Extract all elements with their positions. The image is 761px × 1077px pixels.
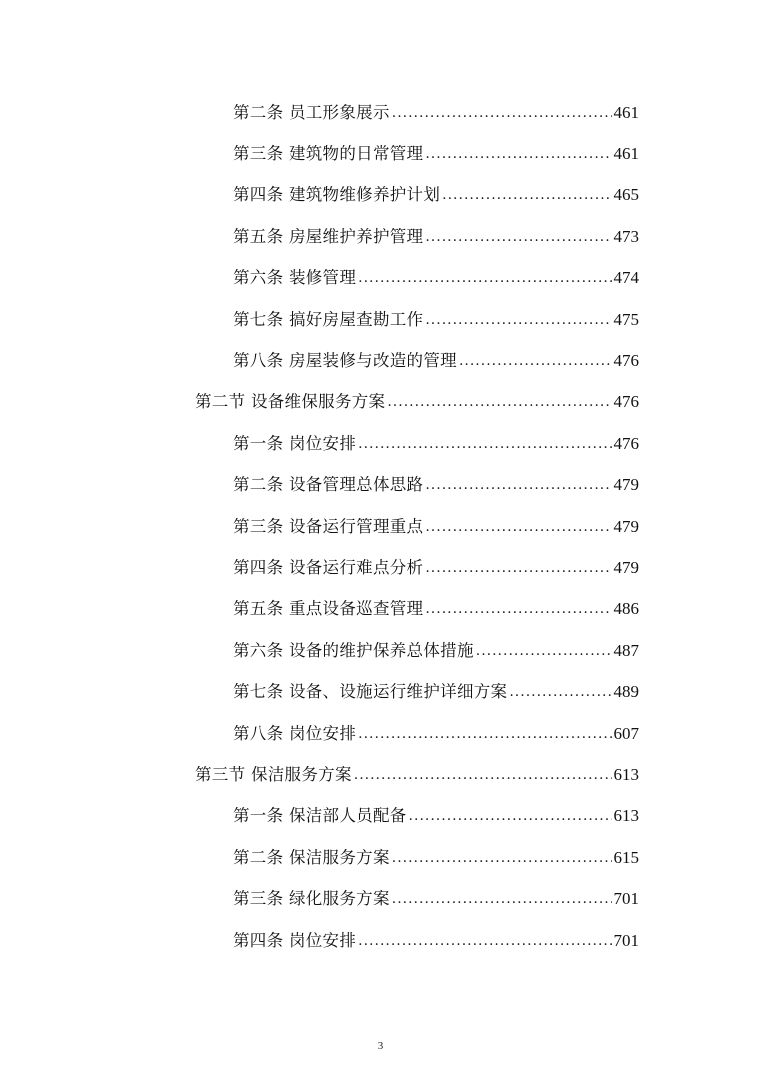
toc-article-entry[interactable]	[0, 628, 761, 669]
toc-entry-page-number: 461	[613, 144, 639, 164]
toc-dot-leader	[425, 477, 611, 493]
toc-entry-line	[233, 264, 639, 288]
toc-entry-page-number: 476	[613, 433, 639, 453]
toc-entry-page-number: 607	[613, 723, 639, 743]
toc-entry-page-number: 487	[613, 640, 639, 660]
toc-article-entry[interactable]	[0, 669, 761, 710]
toc-article-entry[interactable]	[0, 173, 761, 214]
toc-entry-title: 第二条 设备管理总体思路	[233, 475, 424, 495]
page-number: 3	[377, 1040, 384, 1052]
toc-article-entry[interactable]	[0, 794, 761, 835]
toc-entry-title: 第五条 重点设备巡查管理	[233, 599, 424, 619]
toc-article-entry[interactable]	[0, 421, 761, 462]
toc-dot-leader	[459, 353, 612, 369]
toc-dot-leader	[392, 105, 612, 121]
toc-dot-leader	[358, 726, 611, 742]
toc-entry-page-number: 465	[613, 185, 639, 205]
toc-dot-leader	[358, 436, 611, 452]
toc-article-entry[interactable]	[0, 504, 761, 545]
toc-article-entry[interactable]	[0, 918, 761, 959]
toc-entry-line	[233, 181, 639, 205]
toc-article-entry[interactable]	[0, 90, 761, 131]
toc-entry-line	[233, 430, 639, 454]
toc-dot-leader	[392, 891, 612, 907]
toc-entry-page-number: 613	[613, 764, 639, 784]
toc-entry-title: 第八条 岗位安排	[233, 723, 357, 743]
toc-article-entry[interactable]	[0, 297, 761, 338]
toc-dot-leader	[425, 229, 611, 245]
toc-entry-line	[233, 223, 639, 247]
toc-entry-page-number: 701	[613, 930, 639, 950]
toc-article-entry[interactable]	[0, 338, 761, 379]
toc-entry-line	[233, 720, 639, 744]
toc-article-entry[interactable]	[0, 256, 761, 297]
toc-entry-page-number: 479	[613, 516, 639, 536]
toc-entry-line	[233, 802, 639, 826]
toc-entry-line	[233, 513, 639, 537]
toc-entry-page-number: 475	[613, 309, 639, 329]
toc-entry-title: 第四条 设备运行难点分析	[233, 557, 424, 577]
toc-entry-title: 第七条 搞好房屋查勘工作	[233, 309, 424, 329]
toc-entry-title: 第三条 绿化服务方案	[233, 889, 390, 909]
table-of-contents	[0, 90, 761, 959]
toc-dot-leader	[358, 270, 611, 286]
toc-entry-page-number: 473	[613, 226, 639, 246]
toc-entry-line	[233, 637, 639, 661]
toc-entry-title: 第八条 房屋装修与改造的管理	[233, 351, 457, 371]
toc-entry-title: 第一条 岗位安排	[233, 433, 357, 453]
toc-entry-title: 第一条 保洁部人员配备	[233, 806, 407, 826]
toc-entry-line	[233, 678, 639, 702]
toc-entry-line	[233, 844, 639, 868]
toc-dot-leader	[425, 519, 611, 535]
toc-dot-leader	[442, 187, 611, 203]
toc-entry-line	[233, 306, 639, 330]
toc-dot-leader	[409, 808, 612, 824]
toc-entry-page-number: 479	[613, 475, 639, 495]
toc-dot-leader	[425, 312, 611, 328]
toc-entry-line	[233, 595, 639, 619]
toc-dot-leader	[358, 933, 611, 949]
toc-entry-page-number: 701	[613, 889, 639, 909]
toc-dot-leader	[392, 850, 612, 866]
toc-entry-title: 第三节 保洁服务方案	[195, 764, 352, 784]
toc-entry-line	[233, 554, 639, 578]
toc-entry-line	[195, 388, 639, 412]
toc-entry-line	[233, 99, 639, 123]
toc-article-entry[interactable]	[0, 545, 761, 586]
toc-entry-line	[233, 140, 639, 164]
toc-entry-line	[195, 761, 639, 785]
toc-entry-page-number: 479	[613, 557, 639, 577]
toc-article-entry[interactable]	[0, 876, 761, 917]
toc-article-entry[interactable]	[0, 711, 761, 752]
toc-entry-title: 第五条 房屋维护养护管理	[233, 226, 424, 246]
toc-dot-leader	[425, 601, 611, 617]
toc-dot-leader	[476, 643, 612, 659]
toc-entry-line	[233, 347, 639, 371]
toc-article-entry[interactable]	[0, 463, 761, 504]
toc-article-entry[interactable]	[0, 587, 761, 628]
toc-entry-title: 第二条 员工形象展示	[233, 102, 390, 122]
toc-entry-title: 第六条 装修管理	[233, 268, 357, 288]
toc-entry-line	[233, 927, 639, 951]
toc-dot-leader	[387, 394, 611, 410]
toc-entry-page-number: 474	[613, 268, 639, 288]
toc-entry-page-number: 461	[613, 102, 639, 122]
toc-entry-page-number: 476	[613, 392, 639, 412]
toc-entry-page-number: 489	[613, 682, 639, 702]
toc-entry-title: 第二节 设备维保服务方案	[195, 392, 386, 412]
toc-article-entry[interactable]	[0, 214, 761, 255]
toc-entry-page-number: 486	[613, 599, 639, 619]
toc-section-entry[interactable]	[0, 752, 761, 793]
toc-entry-title: 第四条 岗位安排	[233, 930, 357, 950]
toc-entry-title: 第三条 设备运行管理重点	[233, 516, 424, 536]
toc-article-entry[interactable]	[0, 131, 761, 172]
toc-entry-title: 第七条 设备、设施运行维护详细方案	[233, 682, 508, 702]
toc-entry-page-number: 476	[613, 351, 639, 371]
toc-entry-page-number: 615	[613, 847, 639, 867]
toc-dot-leader	[425, 146, 611, 162]
toc-entry-page-number: 613	[613, 806, 639, 826]
toc-entry-line	[233, 885, 639, 909]
toc-dot-leader	[509, 684, 611, 700]
toc-entry-title: 第六条 设备的维护保养总体措施	[233, 640, 474, 660]
toc-entry-title: 第三条 建筑物的日常管理	[233, 144, 424, 164]
toc-article-entry[interactable]	[0, 835, 761, 876]
toc-entry-title: 第四条 建筑物维修养护计划	[233, 185, 441, 205]
toc-dot-leader	[354, 767, 612, 783]
toc-dot-leader	[425, 560, 611, 576]
toc-entry-line	[233, 471, 639, 495]
toc-section-entry[interactable]	[0, 380, 761, 421]
toc-entry-title: 第二条 保洁服务方案	[233, 847, 390, 867]
